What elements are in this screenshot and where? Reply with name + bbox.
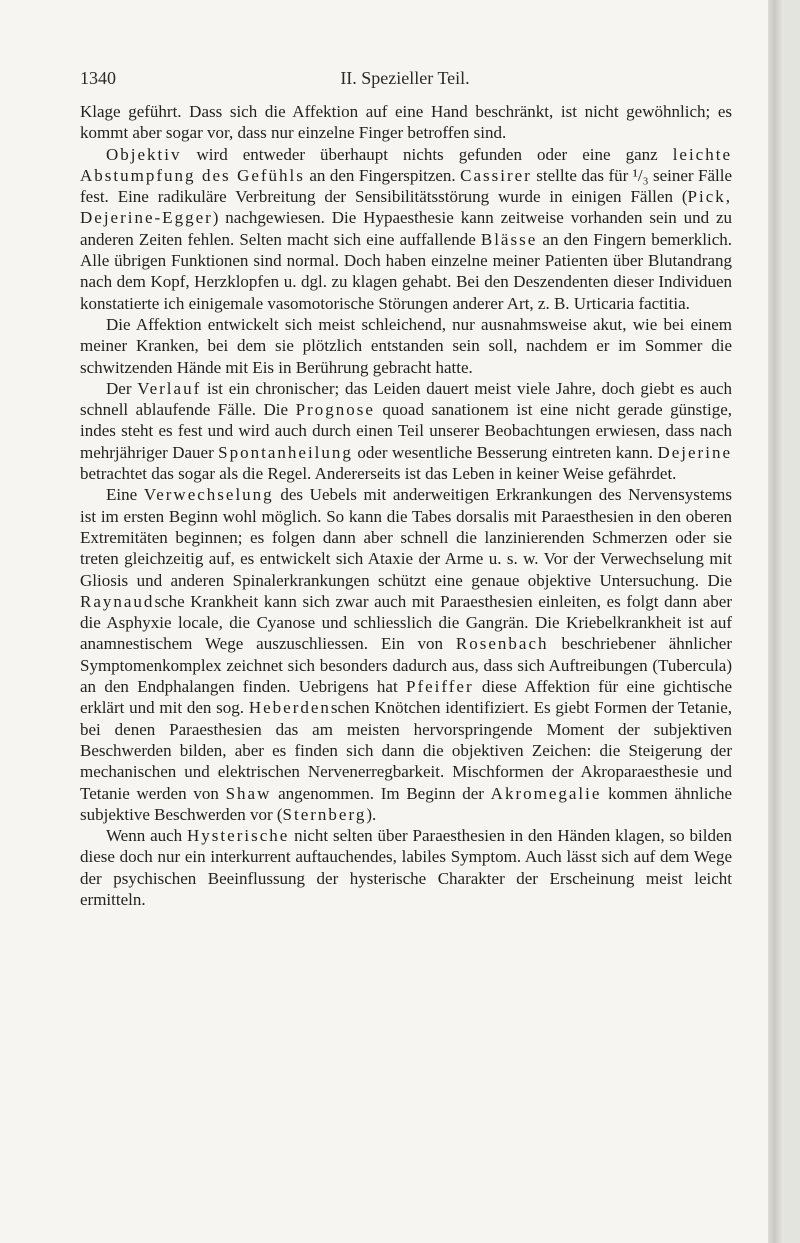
spaced-term: Hysterische bbox=[187, 826, 290, 846]
spaced-term: Cassirer bbox=[460, 165, 532, 185]
spaced-term: Akromegalie bbox=[490, 783, 602, 803]
running-title: II. Spezieller Teil. bbox=[340, 68, 470, 88]
spaced-term: Verlauf bbox=[137, 378, 202, 398]
text-segment: Wenn auch bbox=[106, 826, 188, 846]
paragraph-2 bbox=[80, 144, 732, 314]
text-segment: schen Knötchen identifiziert. Es giebt Formen der Tetanie, bei denen Paraesthesien das am meisten hervorspringende Moment der subjektiven Beschwerden bilden, aber es finden sich dann die objektiven Zeichen: die Steigerung der mechanischen und elektrischen Nervenerregbarkeit. Mischformen der Akroparaesthesie und Tetanie werden von bbox=[80, 698, 732, 803]
paragraph-3 bbox=[80, 314, 732, 378]
spaced-term: leichte Abstumpfung des Gefühls bbox=[80, 144, 732, 185]
text-segment: ). bbox=[366, 804, 377, 824]
paragraph-1 bbox=[80, 101, 732, 144]
page-edge bbox=[768, 0, 784, 1243]
text-segment: Der bbox=[106, 378, 138, 398]
page-number: 1340 bbox=[80, 68, 116, 88]
text-segment: ist ein chronischer; das Leiden dauert meist viele Jahre, doch giebt es auch schnell ablaufende Fälle. Die bbox=[80, 378, 732, 420]
spaced-term: Objektiv bbox=[106, 144, 182, 164]
page-header bbox=[80, 68, 730, 92]
text-segment: betrachtet das sogar als die Regel. Andererseits ist das Leben in keiner Weise gefährdet. bbox=[80, 464, 677, 484]
spaced-term: Dejerine bbox=[657, 442, 732, 462]
text-segment: ) nachgewiesen. Die Hypaesthesie kann zeitweise vorhanden sein und zu anderen Zeiten fehlen. Selten macht sich eine auffallende bbox=[80, 208, 732, 249]
spaced-term: Blässe bbox=[480, 229, 538, 249]
text-segment: an den Fingerspitzen. bbox=[304, 165, 461, 185]
paragraph-5 bbox=[80, 484, 732, 825]
text-segment: Eine bbox=[106, 485, 144, 505]
text-segment: des Uebels mit anderweitigen Erkrankungen des Nervensystems ist im ersten Beginn wohl möglich. So kann die Tabes dorsalis mit Paraesthesien in den oberen Extremitäten beginnen; es folgen dann aber schnell die lanzinierenden Schmerzen oder sie treten gleichzeitig auf, es entwickelt sich Ataxie der Arme u. s. w. Vor der Verwechselung mit Gliosis und anderen Spinalerkrankungen schützt eine genaue objektive Untersuchung. Die bbox=[80, 485, 733, 590]
spaced-term: Pfeiffer bbox=[406, 677, 474, 697]
text-segment: sche Krankheit kann sich zwar auch mit Paraesthesien einleiten, es folgt dann aber die Asphyxie locale, die Cyanose und schliesslich die Gangrän. Die Kriebelkrankheit ist auf anamnestischem Wege auszuschliessen. Ein von bbox=[80, 591, 732, 654]
text-segment: stellte das für ¹/₃ seiner Fälle fest. Eine radikuläre Verbreitung der Sensibilitätsstörung wurde in einigen Fällen ( bbox=[80, 165, 732, 207]
spaced-term: Shaw bbox=[225, 783, 272, 803]
text-segment: beschriebener ähnlicher Symptomenkomplex zeichnet sich besonders dadurch aus, dass sich Auftreibungen (Tubercula) an den Endphalangen finden. Uebrigens hat bbox=[80, 634, 732, 697]
spaced-term: Raynaud bbox=[80, 591, 155, 611]
paragraph-4 bbox=[80, 378, 732, 484]
text-segment: oder wesentliche Besserung eintreten kann. bbox=[352, 442, 658, 462]
spaced-term: Spontanheilung bbox=[218, 442, 353, 462]
text-segment: Klage geführt. Dass sich die Affektion auf eine Hand beschränkt, ist nicht gewöhnlich; es kommt aber sogar vor, dass nur einzelne Finger betroffen sind. bbox=[80, 102, 732, 143]
spaced-term: Pick, Dejerine-Egger bbox=[80, 187, 732, 228]
body-text bbox=[80, 101, 732, 910]
text-segment: kommen ähnliche subjektive Beschwerden vor ( bbox=[80, 783, 733, 824]
spaced-term: Verwechselung bbox=[143, 485, 274, 505]
text-segment: Die Affektion entwickelt sich meist schleichend, nur ausnahmsweise akut, wie bei einem meiner Kranken, bei dem sie plötzlich entstanden sein soll, nachdem er im Sommer die schwitzenden Hände mit Eis in Berührung gebracht hatte. bbox=[80, 314, 732, 377]
text-segment: quoad sanationem ist eine nicht gerade günstige, indes steht es fest und wird auch durch einen Teil unserer Beobachtungen erwiesen, dass nach mehrjähriger Dauer bbox=[80, 400, 732, 462]
spaced-term: Rosenbach bbox=[455, 634, 549, 654]
spaced-term: Sternberg bbox=[282, 804, 367, 824]
text-segment: nicht selten über Paraesthesien in den Händen klagen, so bilden diese doch nur ein interkurrent auftauchendes, labiles Symptom. Auch lässt sich auf dem Wege der psychischen Beeinflussung der hysterische Charakter der Erscheinung meist leicht ermitteln. bbox=[80, 826, 732, 909]
text-segment: diese Affektion für eine gichtische erklärt und mit den sog. bbox=[80, 677, 732, 718]
text-segment: angenommen. Im Beginn der bbox=[271, 783, 491, 803]
spaced-term: Heberden bbox=[248, 698, 331, 718]
spaced-term: Prognose bbox=[295, 400, 375, 420]
text-segment: wird entweder überhaupt nichts gefunden oder eine ganz bbox=[181, 144, 673, 164]
text-segment: an den Fingern bemerklich. Alle übrigen Funktionen sind normal. Doch haben einzelne meiner Patienten über Blutandrang nach dem Kopf, Herzklopfen u. dgl. zu klagen gehabt. Bei den Deszendenten dieser Individuen konstatierte ich einigemale vasomotorische Störungen anderer Art, z. B. Urticaria factitia. bbox=[80, 229, 732, 313]
paragraph-6 bbox=[80, 825, 732, 910]
